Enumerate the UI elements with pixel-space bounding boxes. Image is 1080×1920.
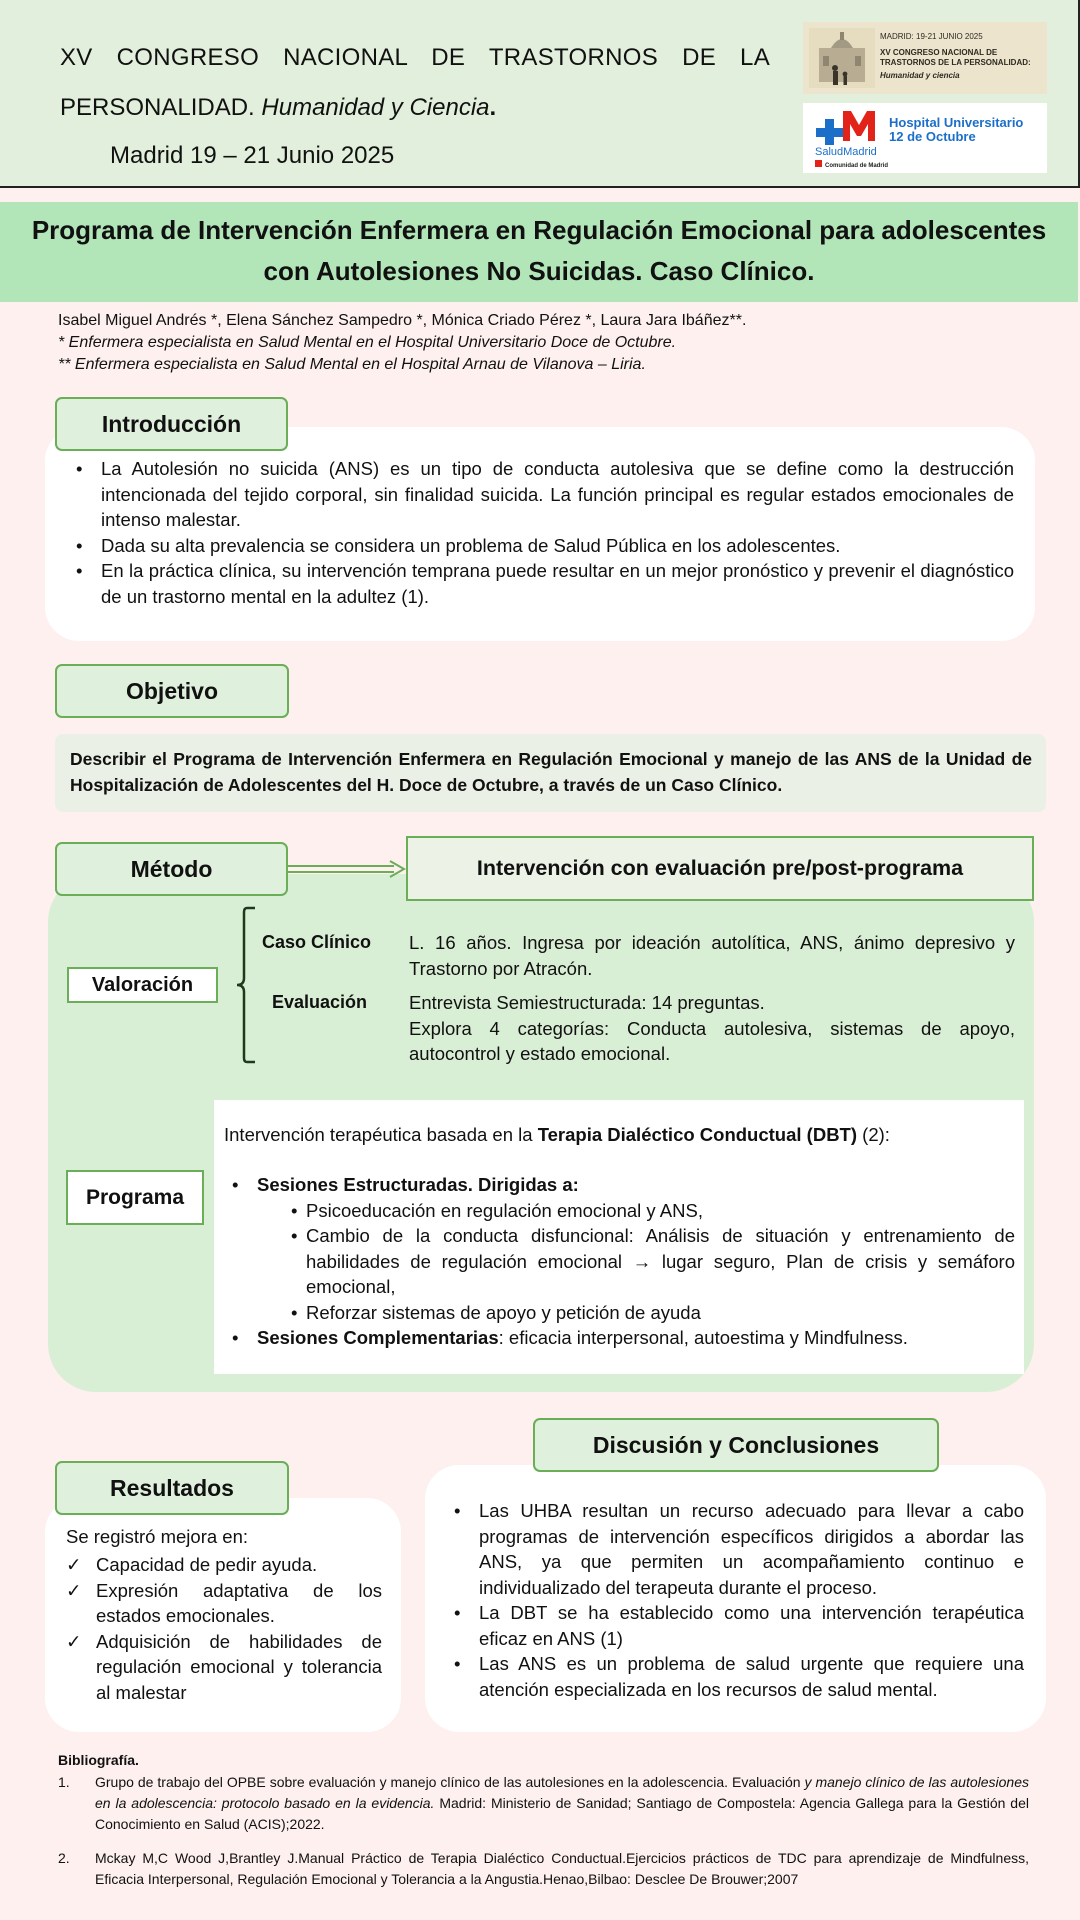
hospital-name-line1: Hospital Universitario (889, 115, 1024, 130)
arrow-right-icon (286, 858, 406, 880)
intro-item: • En la práctica clínica, su intervención temprana puede resultar en un mejor pronóstico y prevenir el diagnóstico de un trastorno mental en la adultez (1). (62, 558, 1014, 609)
intervention-box: Intervención con evaluación pre/post-programa (406, 836, 1034, 901)
city-silhouette-icon (809, 28, 875, 88)
results-heading: Resultados (55, 1461, 289, 1515)
intro-list (62, 456, 1014, 609)
caso-clinico-text: L. 16 años. Ingresa por ideación autolítica, ANS, ánimo depresivo y Trastorno por Atracón. (409, 932, 1015, 979)
sub-item: • Reforzar sistemas de apoyo y petición de ayuda (257, 1300, 1015, 1326)
hospital-name-line2: 12 de Octubre (889, 129, 976, 144)
discussion-item: • Las UHBA resultan un recurso adecuado para llevar a cabo programas de intervención específicos dirigidos a abordar las ANS, ya que permiten un acompañamiento continuo e individualizado del terapeuta durante el proceso. (440, 1498, 1024, 1600)
valoracion-label: Valoración (67, 967, 218, 1003)
hospital-logo-graphic (803, 103, 1047, 173)
sub-item: • Cambio de la conducta disfuncional: Análisis de situación y entrenamiento de habilidades de regulación emocional → lugar seguro, Plan de crisis y semáforo emocional, (257, 1223, 1015, 1300)
method-heading: Método (55, 842, 288, 896)
author-names: Isabel Miguel Andrés *, Elena Sánchez Sampedro *, Mónica Criado Pérez *, Laura Jara Ibáñez**. (58, 312, 747, 329)
intro-item: • La Autolesión no suicida (ANS) es un tipo de conducta autolesiva que se define como la destrucción intencionada del tejido corporal, sin finalidad suicida. La función principal es regular estados emocionales de intenso malestar. (62, 456, 1014, 533)
sub-item: • Psicoeducación en regulación emocional y ANS, (257, 1198, 1015, 1224)
evaluacion-line2: Explora 4 categorías: Conducta autolesiva, sistemas de apoyo, autocontrol y estado emocional. (409, 1017, 1015, 1064)
hospital-logo (803, 103, 1047, 173)
congress-date: Madrid 19 – 21 Junio 2025 (110, 142, 395, 169)
results-intro: Se registró mejora en: (66, 1526, 249, 1547)
evaluacion-text (409, 990, 1015, 1067)
reference-1: 1. Grupo de trabajo del OPBE sobre evaluación y manejo clínico de las autolesiones en la adolescencia. Evaluación y manejo clínico de las autolesiones en la adolescencia: protocolo basado en la evidencia. Madrid: Ministerio de Sanidad; Santiago de Compostela: Agencia Gallega para la Gestión del Conocimiento en Salud (ACIS);2022. (58, 1774, 1029, 1832)
congress-logo: MADRID: 19-21 JUNIO 2025 XV CONGRESO NACIONAL DE TRASTORNOS DE LA PERSONALIDAD: Humanidad y ciencia (803, 22, 1047, 94)
intro-item: • Dada su alta prevalencia se considera un problema de Salud Pública en los adolescentes. (62, 533, 1014, 559)
brace-icon (233, 906, 263, 1064)
results-item: ✓ Expresión adaptativa de los estados emocionales. (66, 1578, 382, 1629)
bibliography-list (58, 1772, 1029, 1903)
bibliography-heading: Bibliografía. (58, 1752, 139, 1768)
reference-2: 2. Mckay M,C Wood J,Brantley J.Manual Práctico de Terapia Dialéctico Conductual.Ejercicios prácticos de TDC para aprendizaje de Mindfulness, Eficacia Interpersonal, Regulación Emocional y Tolerancia a la Angustia.Henao,Bilbao: Desclee De Brouwer;2007 (58, 1850, 1029, 1887)
results-item: ✓ Capacidad de pedir ayuda. (66, 1552, 382, 1578)
discussion-heading: Discusión y Conclusiones (533, 1418, 939, 1472)
affiliation-2: ** Enfermera especialista en Salud Mental en el Hospital Arnau de Vilanova – Liria. (58, 356, 646, 373)
affiliation-1: * Enfermera especialista en Salud Mental en el Hospital Universitario Doce de Octubre. (58, 334, 677, 351)
congress-title-line2: PERSONALIDAD. Humanidad y Ciencia. (60, 94, 497, 121)
evaluacion-label: Evaluación (272, 992, 368, 1012)
intro-heading: Introducción (55, 397, 288, 451)
discussion-item: • Las ANS es un problema de salud urgente que requiere una atención especializada en los recursos de salud mental. (440, 1651, 1024, 1702)
evaluacion-line1: Entrevista Semiestructurada: 14 preguntas. (409, 992, 765, 1013)
objective-heading: Objetivo (55, 664, 289, 718)
programa-intro: Intervención terapéutica basada en la Terapia Dialéctico Conductual (DBT) (2): (224, 1124, 890, 1145)
programa-label: Programa (66, 1170, 204, 1225)
discussion-list (440, 1498, 1024, 1702)
programa-list (218, 1172, 1015, 1351)
discussion-item: • La DBT se ha establecido como una intervención terapéutica eficaz en ANS (1) (440, 1600, 1024, 1651)
sesiones-complementarias: • Sesiones Complementarias: eficacia interpersonal, autoestima y Mindfulness. (218, 1325, 1015, 1351)
comunidad-madrid-text: Comunidad de Madrid (825, 163, 888, 169)
caso-clinico-label: Caso Clínico (262, 932, 372, 952)
objective-text: Describir el Programa de Intervención Enfermera en Regulación Emocional y manejo de las ANS de la Unidad de Hospitalización de Adolescentes del H. Doce de Octubre, a través de un Caso Clínico. (70, 749, 1032, 795)
authors-block (58, 310, 1048, 376)
results-list (66, 1552, 382, 1705)
results-item: ✓ Adquisición de habilidades de regulación emocional y tolerancia al malestar (66, 1629, 382, 1706)
sesiones-estructuradas: • Sesiones Estructuradas. Dirigidas a: • Psicoeducación en regulación emocional y ANS, • Cambio de la conducta disfuncional: Análisis de situación y entrenamiento de habilidades de regulación emocional → lugar seguro, Plan de crisis y semáforo emocional, • Reforzar sistemas de apoyo y petición de ayuda (218, 1172, 1015, 1325)
poster-title: Programa de Intervención Enfermera en Regulación Emocional para adolescentes con Autolesiones No Suicidas. Caso Clínico. (31, 215, 1047, 286)
salud-madrid-text: SaludMadrid (815, 146, 877, 158)
congress-title-line1: XV CONGRESO NACIONAL DE TRASTORNOS DE LA (60, 44, 770, 71)
